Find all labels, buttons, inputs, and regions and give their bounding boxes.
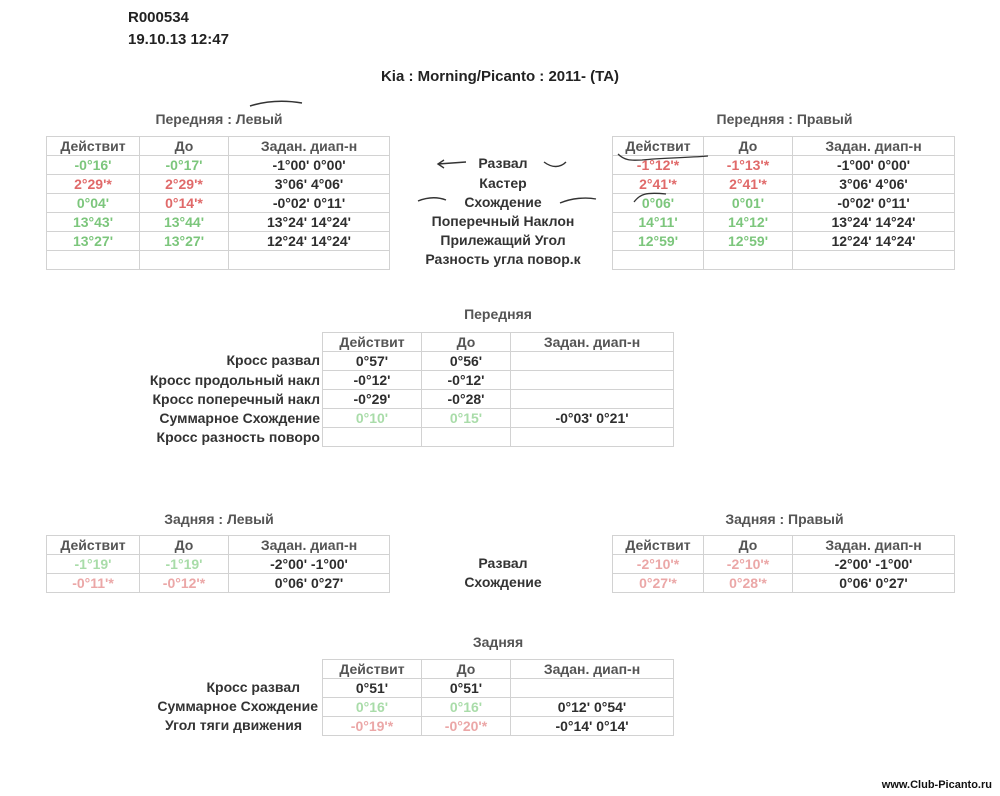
rear-left-title: Задняя : Левый xyxy=(164,511,274,527)
front-cross-table xyxy=(322,332,674,447)
value-spec: 13°24' 14°24' xyxy=(229,213,390,232)
col-actual: Действит xyxy=(323,333,422,352)
table-row xyxy=(323,371,674,390)
value-actual: 13°43' xyxy=(47,213,140,232)
value-before: 2°41'* xyxy=(704,175,793,194)
value-spec: 3°06' 4°06' xyxy=(793,175,955,194)
value-actual: 13°27' xyxy=(47,232,140,251)
value-spec: 0°12' 0°54' xyxy=(511,698,674,717)
value-before: -2°10'* xyxy=(704,555,793,574)
table-row xyxy=(323,409,674,428)
value-spec: -0°03' 0°21' xyxy=(511,409,674,428)
pen-mark xyxy=(558,195,598,207)
param-toe: Схождение xyxy=(464,194,542,210)
rear-right-title: Задняя : Правый xyxy=(725,511,844,527)
value-before: 0°28'* xyxy=(704,574,793,593)
value-before: -0°17' xyxy=(140,156,229,175)
col-actual: Действит xyxy=(613,137,704,156)
value-spec xyxy=(511,371,674,390)
value-spec: -1°00' 0°00' xyxy=(229,156,390,175)
value-spec: -0°14' 0°14' xyxy=(511,717,674,736)
value-actual: 0°27'* xyxy=(613,574,704,593)
row-label: Кросс развал xyxy=(226,352,320,368)
table-row xyxy=(323,698,674,717)
col-spec: Задан. диап-н xyxy=(229,137,390,156)
col-spec: Задан. диап-н xyxy=(511,660,674,679)
param-caster: Кастер xyxy=(479,175,527,191)
pen-mark xyxy=(542,158,568,170)
value-actual: 2°41'* xyxy=(613,175,704,194)
col-spec: Задан. диап-н xyxy=(511,333,674,352)
table-row xyxy=(613,213,955,232)
value-spec: 0°06' 0°27' xyxy=(793,574,955,593)
row-label: Кросс разность поворо xyxy=(156,429,320,445)
param-included-angle: Прилежащий Угол xyxy=(440,232,566,248)
table-row xyxy=(613,251,955,270)
col-spec: Задан. диап-н xyxy=(229,536,390,555)
table-row xyxy=(613,555,955,574)
rear-cross-table xyxy=(322,659,674,736)
value-before: -0°20'* xyxy=(422,717,511,736)
row-label: Кросс развал xyxy=(206,679,300,695)
value-before: 0°56' xyxy=(422,352,511,371)
table-row xyxy=(47,194,390,213)
row-label: Кросс поперечный накл xyxy=(152,391,320,407)
rear-left-table xyxy=(46,535,390,593)
value-actual xyxy=(323,428,422,447)
value-spec: 12°24' 14°24' xyxy=(793,232,955,251)
pen-mark xyxy=(436,156,470,170)
value-before: 13°44' xyxy=(140,213,229,232)
table-row xyxy=(47,555,390,574)
value-spec: -1°00' 0°00' xyxy=(793,156,955,175)
value-spec: -0°02' 0°11' xyxy=(793,194,955,213)
param-camber: Развал xyxy=(478,555,528,571)
table-row xyxy=(323,428,674,447)
pen-mark xyxy=(632,190,668,204)
value-spec: 0°06' 0°27' xyxy=(229,574,390,593)
front-left-table xyxy=(46,136,390,270)
value-spec: -2°00' -1°00' xyxy=(229,555,390,574)
value-actual: -1°19' xyxy=(47,555,140,574)
value-spec: -2°00' -1°00' xyxy=(793,555,955,574)
value-spec xyxy=(511,679,674,698)
front-right-title: Передняя : Правый xyxy=(716,111,853,127)
table-row xyxy=(613,232,955,251)
col-before: До xyxy=(704,137,793,156)
table-row xyxy=(47,175,390,194)
front-cross-title: Передняя xyxy=(464,306,532,322)
table-row xyxy=(323,352,674,371)
table-row xyxy=(323,717,674,736)
pen-mark xyxy=(612,150,710,164)
value-spec xyxy=(511,390,674,409)
col-spec: Задан. диап-н xyxy=(793,536,955,555)
row-label: Кросс продольный накл xyxy=(149,372,320,388)
value-before: -1°19' xyxy=(140,555,229,574)
value-actual: -0°19'* xyxy=(323,717,422,736)
col-before: До xyxy=(422,333,511,352)
table-row xyxy=(613,574,955,593)
value-actual: 0°51' xyxy=(323,679,422,698)
col-before: До xyxy=(422,660,511,679)
table-row xyxy=(47,232,390,251)
value-spec: 12°24' 14°24' xyxy=(229,232,390,251)
table-header-row xyxy=(323,333,674,352)
site-watermark: www.Club-Picanto.ru xyxy=(881,779,992,791)
pen-mark xyxy=(416,195,448,205)
col-before: До xyxy=(140,137,229,156)
value-before: -1°13'* xyxy=(704,156,793,175)
value-actual: -0°12' xyxy=(323,371,422,390)
value-spec: 13°24' 14°24' xyxy=(793,213,955,232)
value-actual: 0°57' xyxy=(323,352,422,371)
value-before: 12°59' xyxy=(704,232,793,251)
value-before: 0°51' xyxy=(422,679,511,698)
param-camber: Развал xyxy=(478,155,528,171)
value-actual: 0°04' xyxy=(47,194,140,213)
col-actual: Действит xyxy=(47,137,140,156)
value-before: -0°12'* xyxy=(140,574,229,593)
value-actual: -0°29' xyxy=(323,390,422,409)
table-row xyxy=(47,156,390,175)
table-row xyxy=(323,679,674,698)
front-left-title: Передняя : Левый xyxy=(155,111,283,127)
value-actual: 14°11' xyxy=(613,213,704,232)
value-before: -0°12' xyxy=(422,371,511,390)
value-before: 0°01' xyxy=(704,194,793,213)
value-spec: 3°06' 4°06' xyxy=(229,175,390,194)
rear-cross-title: Задняя xyxy=(472,634,524,650)
value-before xyxy=(422,428,511,447)
pen-mark xyxy=(248,98,304,110)
value-before: 14°12' xyxy=(704,213,793,232)
value-actual: 0°06' xyxy=(613,194,704,213)
col-before: До xyxy=(704,536,793,555)
table-row xyxy=(47,574,390,593)
value-actual: -1°12'* xyxy=(613,156,704,175)
value-before: 0°16' xyxy=(422,698,511,717)
table-header-row xyxy=(323,660,674,679)
col-actual: Действит xyxy=(47,536,140,555)
rear-right-table xyxy=(612,535,955,593)
value-spec xyxy=(511,428,674,447)
table-row xyxy=(47,213,390,232)
col-actual: Действит xyxy=(323,660,422,679)
value-actual: -2°10'* xyxy=(613,555,704,574)
vehicle-title: Kia : Morning/Picanto : 2011- (TA) xyxy=(380,68,620,85)
row-label: Угол тяги движения xyxy=(164,717,302,733)
table-row xyxy=(47,251,390,270)
value-before: 0°15' xyxy=(422,409,511,428)
value-actual: 2°29'* xyxy=(47,175,140,194)
value-before: 0°14'* xyxy=(140,194,229,213)
value-actual: 12°59' xyxy=(613,232,704,251)
col-before: До xyxy=(140,536,229,555)
col-actual: Действит xyxy=(613,536,704,555)
report-id: R000534 xyxy=(128,9,189,26)
table-row xyxy=(323,390,674,409)
report-datetime: 19.10.13 12:47 xyxy=(128,31,229,48)
value-actual: -0°11'* xyxy=(47,574,140,593)
table-header-row xyxy=(613,536,955,555)
table-header-row xyxy=(47,137,390,156)
value-actual: -0°16' xyxy=(47,156,140,175)
param-turn-diff: Разность угла повор.к xyxy=(425,251,581,267)
value-spec: -0°02' 0°11' xyxy=(229,194,390,213)
value-before: 13°27' xyxy=(140,232,229,251)
param-sai: Поперечный Наклон xyxy=(431,213,575,229)
row-label: Суммарное Схождение xyxy=(159,410,320,426)
param-toe: Схождение xyxy=(464,574,542,590)
value-spec xyxy=(511,352,674,371)
col-spec: Задан. диап-н xyxy=(793,137,955,156)
table-header-row xyxy=(47,536,390,555)
row-label: Суммарное Схождение xyxy=(157,698,318,714)
value-actual: 0°10' xyxy=(323,409,422,428)
value-before: 2°29'* xyxy=(140,175,229,194)
value-before: -0°28' xyxy=(422,390,511,409)
value-actual: 0°16' xyxy=(323,698,422,717)
